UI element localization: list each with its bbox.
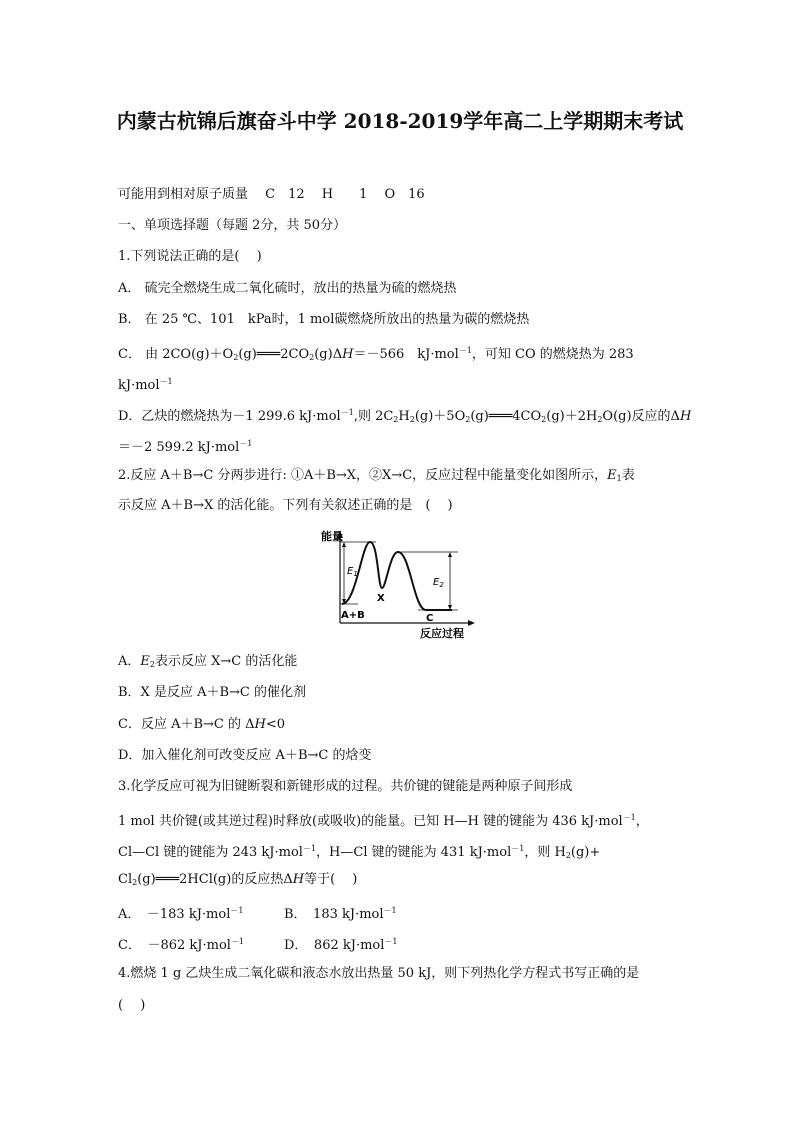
q3-stem-line4: $Cl_2(g)═══2HCl(g)$的反应热ΔH等于( ) <box>118 872 358 887</box>
q1-option-d-cont: ＝－2 599.2 kJ·mol$^{-1}$ <box>118 439 253 455</box>
q2-option-c: C．反应 A＋B→C 的 ΔH<0 <box>118 717 286 732</box>
q1-stem: 1.下列说法正确的是( ) <box>118 249 262 264</box>
q3-stem-line2: 1 mol 共价键(或其逆过程)时释放(或吸收)的能量。已知 H—H 键的键能为 436 kJ·mol$^{-1}$， <box>118 813 649 829</box>
q3-stem-line1: 3.化学反应可视为旧键断裂和新键形成的过程。共价键的键能是两种原子间形成 <box>118 779 573 794</box>
e2-label: $E_2$ <box>433 577 444 589</box>
q1-option-d: D．乙炔的燃烧热为－1 299.6 kJ·mol$^{-1}$,则 $2C_2H_2(g)+5O_2(g)═══4CO_2(g)+2H_2O(g)$反应的ΔH <box>118 408 692 424</box>
q3-option-d: D． 862 kJ·mol$^{-1}$ <box>284 937 398 953</box>
q4-stem-line1: 4.燃烧 1 g 乙炔生成二氧化碳和液态水放出热量 50 kJ，则下列热化学方程式书写正确的是 <box>118 966 640 981</box>
q3-stem-line3: Cl—Cl 键的键能为 243 kJ·mol$^{-1}$，H—Cl 键的键能为 431 kJ·mol$^{-1}$，则 $H_2(g)+$ <box>118 844 601 860</box>
q3-options-cd: C． －862 kJ·mol$^{-1}$ D． 862 kJ·mol$^{-1}$ <box>118 937 398 953</box>
q3-options-ab: A． －183 kJ·mol$^{-1}$ B． 183 kJ·mol$^{-1}$ <box>118 906 397 922</box>
q3-option-b: B． 183 kJ·mol$^{-1}$ <box>284 906 397 922</box>
q4-stem-line2: ( ) <box>118 998 146 1013</box>
q2-option-d: D．加入催化剂可改变反应 A＋B→C 的焓变 <box>118 748 372 763</box>
c-label: C <box>426 613 434 624</box>
x-label: X <box>377 593 385 604</box>
q2-stem-line1: 2.反应 A＋B→C 分两步进行: ①A＋B→X，②X→C，反应过程中能量变化如图所示，$E_1$表 <box>118 468 635 483</box>
e1-label: $E_1$ <box>347 566 358 578</box>
y-axis-label: 能量 <box>321 530 343 543</box>
page-title: 内蒙古杭锦后旗奋斗中学 2018-2019学年高二上学期期末考试 <box>116 109 684 133</box>
q2-option-a: A．$E_2$表示反应 X→C 的活化能 <box>118 654 298 669</box>
q3-option-c: C． －862 kJ·mol <box>118 938 231 953</box>
x-axis-arrow <box>468 620 475 626</box>
energy-diagram <box>318 528 478 642</box>
q1-option-c-cont: kJ·mol$^{-1}$ <box>118 377 173 393</box>
q2-option-b: B．X 是反应 A＋B→C 的催化剂 <box>118 685 306 700</box>
q2-stem-line2: 示反应 A＋B→X 的活化能。下列有关叙述正确的是 ( ) <box>118 498 453 513</box>
x-axis-label: 反应过程 <box>420 627 464 640</box>
atomic-mass-line: 可能用到相对原子质量 C 12 H 1 O 16 <box>118 187 425 202</box>
q3-option-a: A． －183 kJ·mol <box>118 907 231 922</box>
q1-option-a: A． 硫完全燃烧生成二氧化硫时，放出的热量为硫的燃烧热 <box>118 281 457 296</box>
section-heading: 一、单项选择题（每题 2分，共 50分） <box>118 218 347 233</box>
q1-option-b: B． 在 25 ℃、101 kPa时，1 mol碳燃烧所放出的热量为碳的燃烧热 <box>118 312 530 327</box>
q1-option-c: C． 由 $2CO(g)+O_2(g)═══2CO_2(g)\Delta H=-566$ kJ·mol$^{-1}$，可知 CO 的燃烧热为 283 <box>118 346 634 362</box>
ab-label: A+B <box>341 610 365 621</box>
